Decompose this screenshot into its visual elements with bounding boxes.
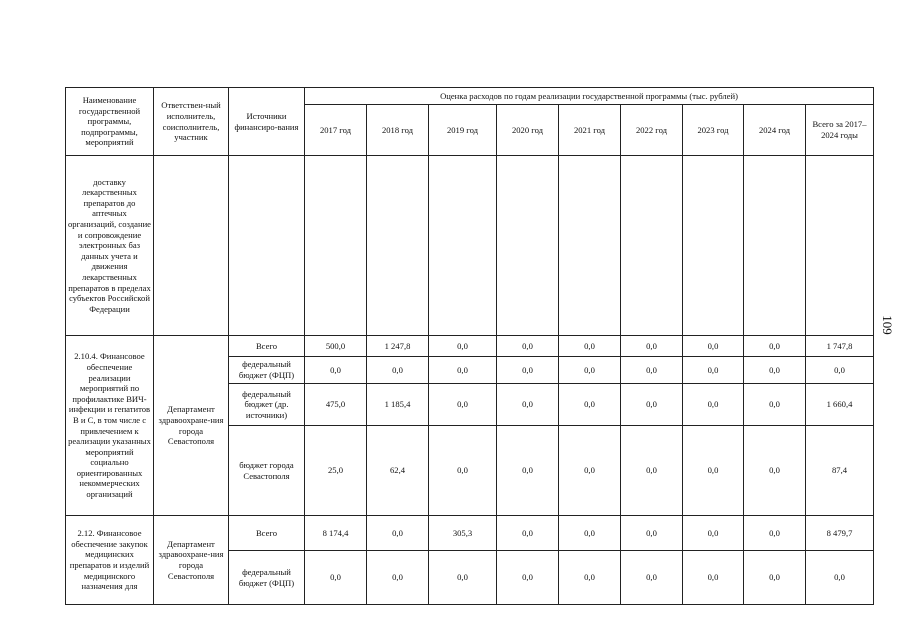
value-cell: 62,4 <box>367 426 429 516</box>
measure-2-10-4-name: 2.10.4. Финансовое обеспечение реализации мероприятий по профилактике ВИЧ-инфекции и гепатитов В и С, в том числе с привлечением к реализации указанных мероприятий социально ориентированных некоммерческих организаций <box>66 336 154 516</box>
total-cell: 1 660,4 <box>806 384 874 426</box>
value-cell: 0,0 <box>621 357 683 384</box>
value-cell: 0,0 <box>621 426 683 516</box>
value-cell: 475,0 <box>305 384 367 426</box>
measure-2-10-4-responsible: Департамент здравоохране-ния города Севастополя <box>154 336 229 516</box>
total-cell: 8 479,7 <box>806 516 874 551</box>
empty-cell <box>367 156 429 336</box>
header-year: 2022 год <box>621 105 683 156</box>
measure-2-12-responsible: Департамент здравоохране-ния города Севастополя <box>154 516 229 605</box>
value-cell: 0,0 <box>305 357 367 384</box>
value-cell: 0,0 <box>744 516 806 551</box>
value-cell: 0,0 <box>497 551 559 605</box>
empty-cell <box>429 156 497 336</box>
total-cell: 1 747,8 <box>806 336 874 357</box>
funding-source: Всего <box>229 336 305 357</box>
header-name-col: Наименование государственной программы, подпрограммы, мероприятий <box>66 88 154 156</box>
header-year: 2017 год <box>305 105 367 156</box>
value-cell: 0,0 <box>744 426 806 516</box>
value-cell: 0,0 <box>559 384 621 426</box>
budget-table <box>65 87 874 605</box>
value-cell: 0,0 <box>683 384 744 426</box>
header-year: 2024 год <box>744 105 806 156</box>
value-cell: 0,0 <box>744 336 806 357</box>
empty-cell <box>229 156 305 336</box>
value-cell: 0,0 <box>497 357 559 384</box>
value-cell: 0,0 <box>429 384 497 426</box>
value-cell: 0,0 <box>683 516 744 551</box>
value-cell: 0,0 <box>429 336 497 357</box>
measure-2-12-name: 2.12. Финансовое обеспечение закупок медицинских препаратов и изделий медицинского назначения для <box>66 516 154 605</box>
value-cell: 0,0 <box>683 426 744 516</box>
empty-cell <box>683 156 744 336</box>
header-year: 2021 год <box>559 105 621 156</box>
value-cell: 0,0 <box>497 516 559 551</box>
value-cell: 1 247,8 <box>367 336 429 357</box>
value-cell: 0,0 <box>744 551 806 605</box>
value-cell: 0,0 <box>559 551 621 605</box>
header-source-col: Источники финансиро-вания <box>229 88 305 156</box>
total-cell: 87,4 <box>806 426 874 516</box>
value-cell: 0,0 <box>367 516 429 551</box>
value-cell: 0,0 <box>497 426 559 516</box>
header-estimate-title: Оценка расходов по годам реализации государственной программы (тыс. рублей) <box>305 88 874 105</box>
value-cell: 305,3 <box>429 516 497 551</box>
value-cell: 0,0 <box>497 336 559 357</box>
header-year: 2023 год <box>683 105 744 156</box>
value-cell: 1 185,4 <box>367 384 429 426</box>
value-cell: 0,0 <box>621 336 683 357</box>
value-cell: 8 174,4 <box>305 516 367 551</box>
empty-cell <box>621 156 683 336</box>
value-cell: 0,0 <box>559 357 621 384</box>
empty-cell <box>559 156 621 336</box>
value-cell: 0,0 <box>744 384 806 426</box>
value-cell: 0,0 <box>429 551 497 605</box>
value-cell: 500,0 <box>305 336 367 357</box>
page-number: 109 <box>880 315 895 335</box>
empty-cell <box>497 156 559 336</box>
value-cell: 0,0 <box>559 516 621 551</box>
empty-cell <box>154 156 229 336</box>
header-responsible-col: Ответствен-ный исполнитель, соисполнитель, участник <box>154 88 229 156</box>
header-year: 2020 год <box>497 105 559 156</box>
value-cell: 0,0 <box>559 426 621 516</box>
value-cell: 0,0 <box>744 357 806 384</box>
total-cell: 0,0 <box>806 357 874 384</box>
value-cell: 0,0 <box>559 336 621 357</box>
continuation-measure-name: доставку лекарственных препаратов до аптечных организаций, создание и сопровождение электронных баз данных учета и движения лекарственных препаратов в пределах субъектов Российской Федерации <box>66 156 154 336</box>
total-cell: 0,0 <box>806 551 874 605</box>
value-cell: 0,0 <box>683 357 744 384</box>
value-cell: 0,0 <box>367 551 429 605</box>
value-cell: 0,0 <box>621 551 683 605</box>
value-cell: 0,0 <box>367 357 429 384</box>
value-cell: 25,0 <box>305 426 367 516</box>
header-total: Всего за 2017–2024 годы <box>806 105 874 156</box>
header-year: 2018 год <box>367 105 429 156</box>
value-cell: 0,0 <box>429 357 497 384</box>
header-year: 2019 год <box>429 105 497 156</box>
funding-source: Всего <box>229 516 305 551</box>
empty-cell <box>305 156 367 336</box>
value-cell: 0,0 <box>497 384 559 426</box>
empty-cell <box>744 156 806 336</box>
funding-source: федеральный бюджет (ФЦП) <box>229 357 305 384</box>
value-cell: 0,0 <box>429 426 497 516</box>
value-cell: 0,0 <box>621 384 683 426</box>
funding-source: федеральный бюджет (ФЦП) <box>229 551 305 605</box>
value-cell: 0,0 <box>305 551 367 605</box>
value-cell: 0,0 <box>621 516 683 551</box>
empty-cell <box>806 156 874 336</box>
value-cell: 0,0 <box>683 336 744 357</box>
value-cell: 0,0 <box>683 551 744 605</box>
funding-source: бюджет города Севастополя <box>229 426 305 516</box>
funding-source: федеральный бюджет (др. источники) <box>229 384 305 426</box>
